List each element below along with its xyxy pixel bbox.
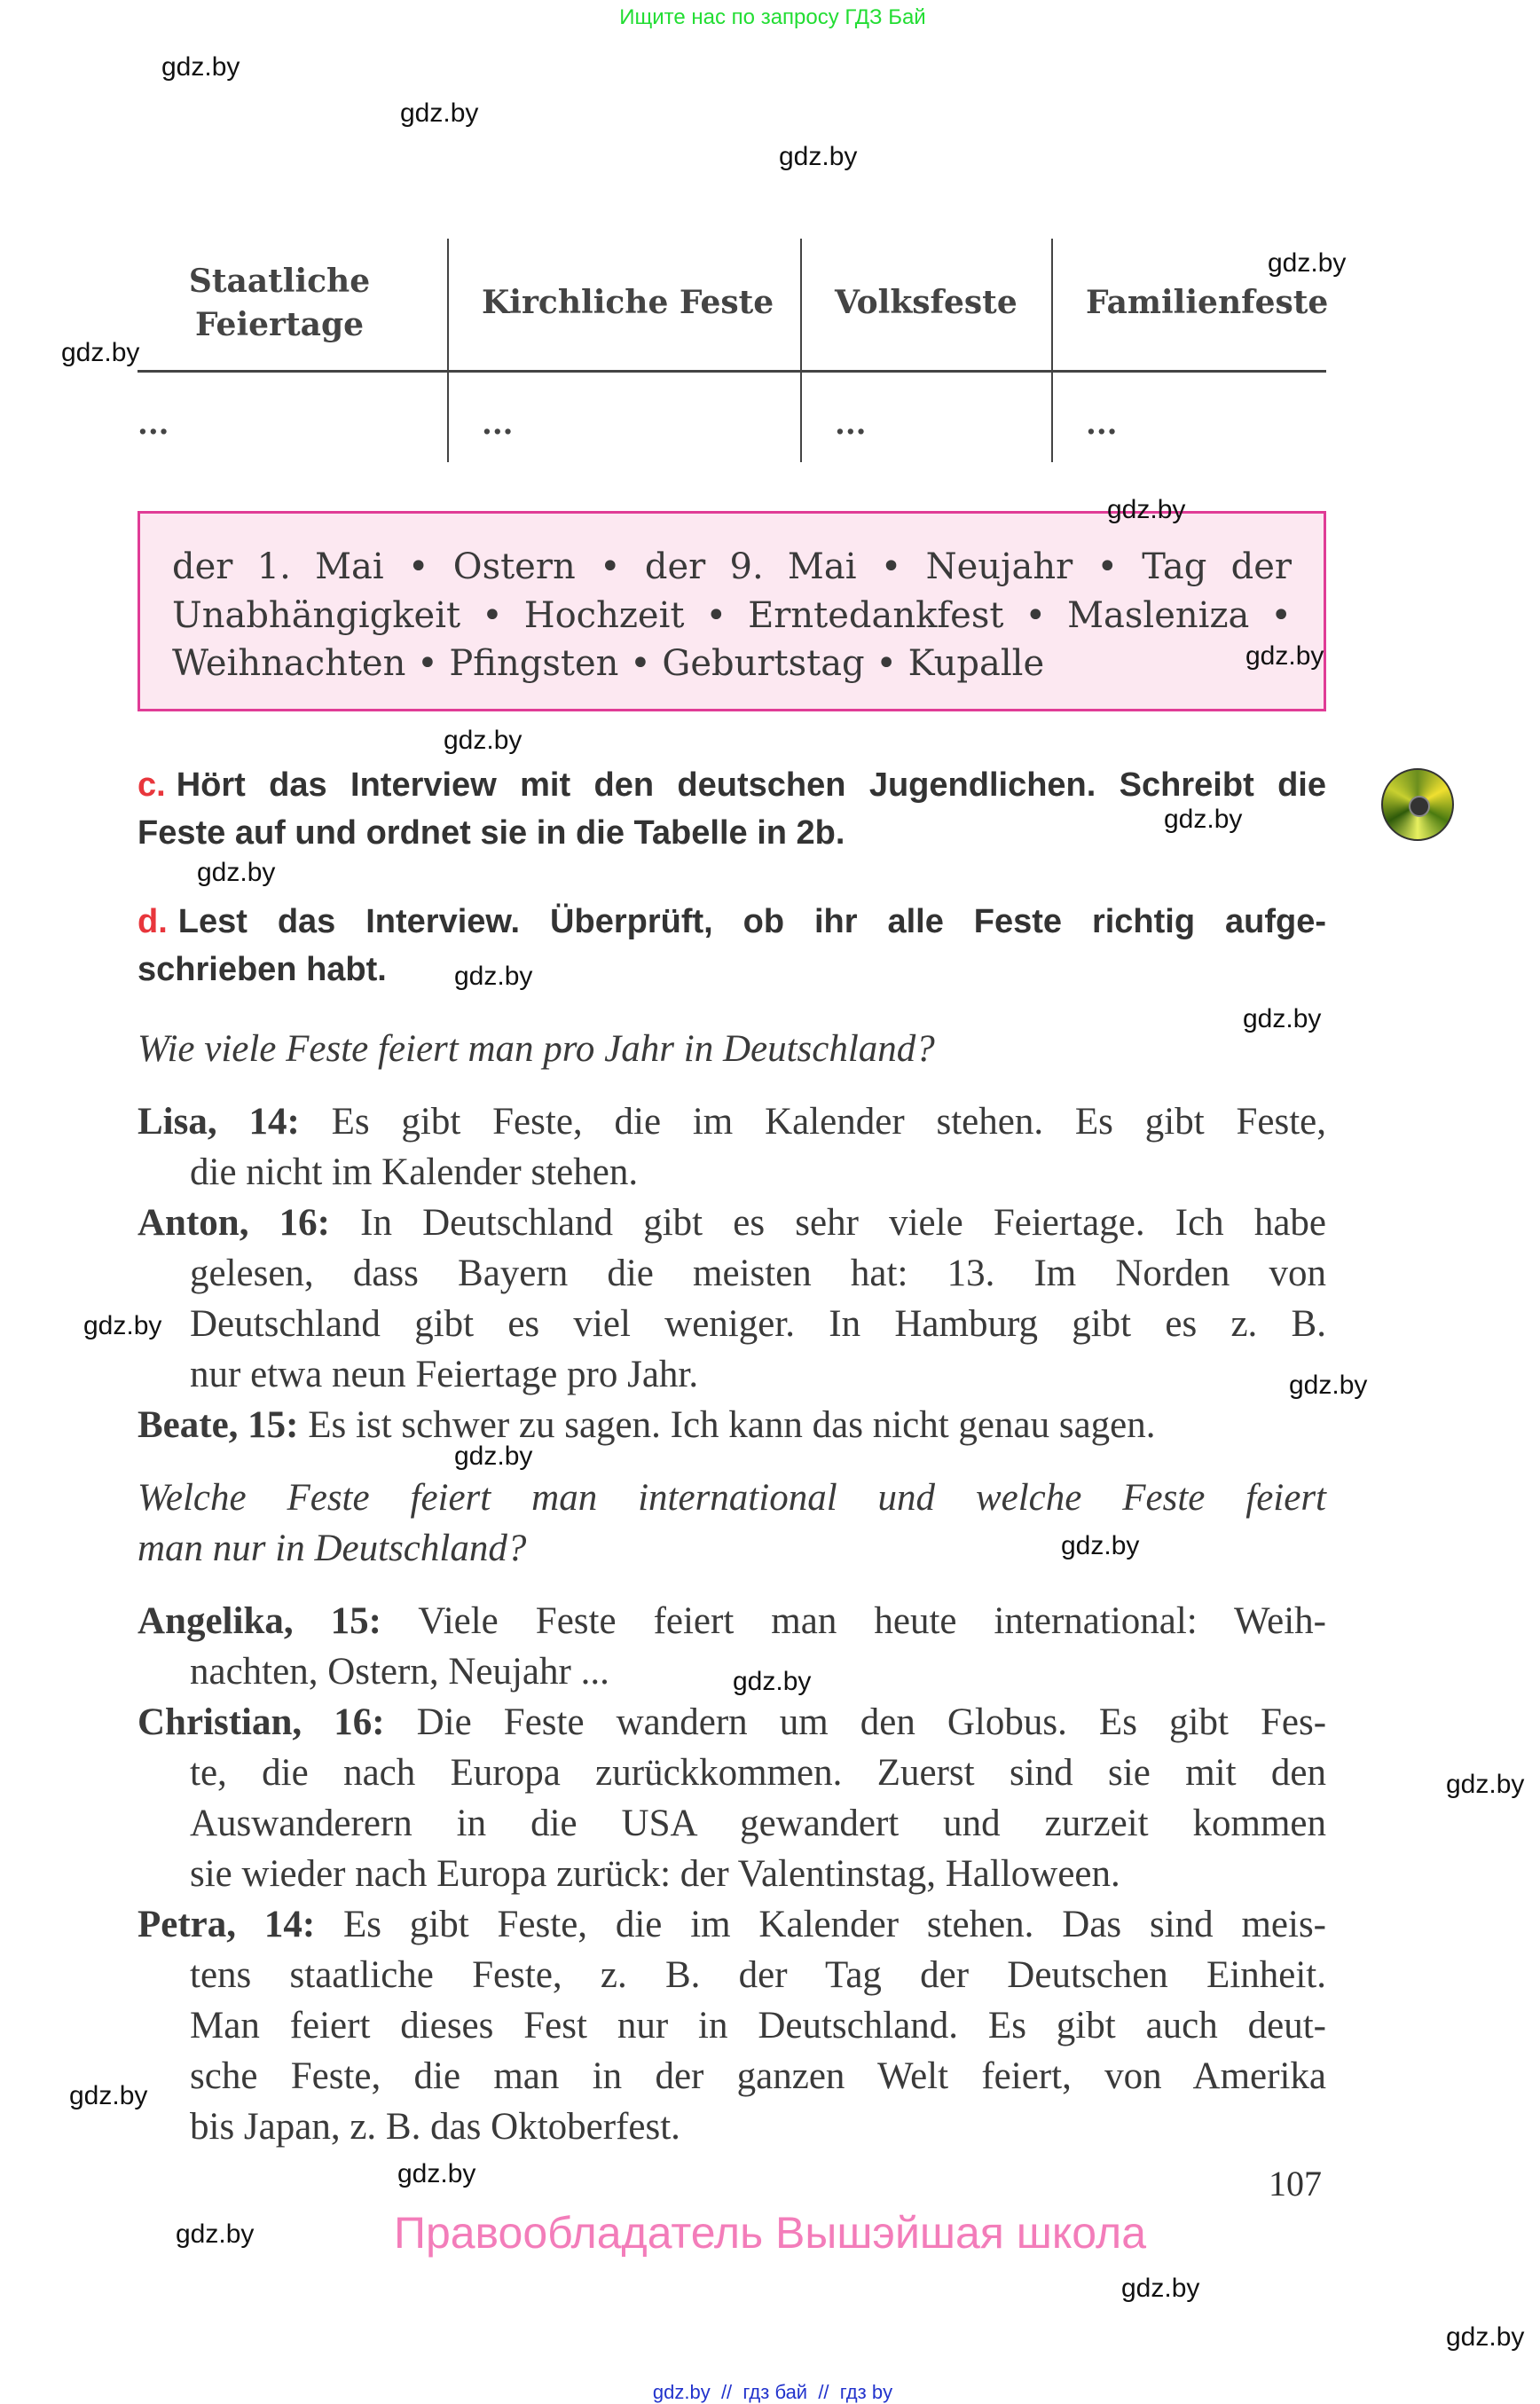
- watermark: gdz.by: [197, 858, 276, 887]
- task-d: [138, 898, 1326, 994]
- text-line: [138, 1198, 1326, 1248]
- text-line: sie wieder nach Europa zurück: der Valentinstag, Halloween.: [190, 1853, 1120, 1895]
- watermark: gdz.by: [1446, 1770, 1525, 1799]
- page-number: 107: [1269, 2164, 1322, 2204]
- column-divider: [1051, 239, 1053, 462]
- interview-answer: [138, 1596, 1326, 1697]
- text-line: bis Japan, z. B. das Oktoberfest.: [190, 2106, 680, 2148]
- answer-text: In Deutschland gibt es sehr viele Feiertage. Ich habe: [329, 1202, 1326, 1244]
- text-line: Auswanderern in die USA gewandert und zurzeit kommen: [190, 1803, 1326, 1844]
- table-cell: ...: [835, 406, 867, 442]
- speaker-name: Lisa, 14:: [138, 1101, 300, 1143]
- answer-text: Es gibt Feste, die im Kalender stehen. Das sind meis-: [315, 1904, 1326, 1945]
- interview-answer: [138, 1899, 1326, 2152]
- text-line: Wie viele Feste feiert man pro Jahr in Deutschland?: [138, 1028, 935, 1070]
- speaker-name: Christian, 16:: [138, 1701, 385, 1743]
- task-text: Hört das Interview mit den deutschen Jugendlichen. Schreibt die: [176, 766, 1326, 804]
- watermark: gdz.by: [397, 2159, 476, 2188]
- watermark: gdz.by: [733, 1667, 812, 1696]
- text-line: tens staatliche Feste, z. B. der Tag der Deutschen Einheit.: [190, 1954, 1326, 1996]
- text-line: [138, 1096, 1326, 1147]
- watermark: gdz.by: [69, 2081, 148, 2110]
- watermark: gdz.by: [1245, 641, 1324, 671]
- text-line: sche Feste, die man in der ganzen Welt feiert, von Amerika: [190, 2055, 1326, 2097]
- watermark: gdz.by: [1121, 2274, 1200, 2303]
- watermark: gdz.by: [779, 142, 858, 171]
- answer-text: Viele Feste feiert man heute international: Weih-: [381, 1600, 1326, 1642]
- speaker-name: Beate, 15:: [138, 1404, 299, 1446]
- watermark: gdz.by: [1268, 248, 1347, 278]
- watermark: gdz.by: [176, 2219, 255, 2249]
- interview-answer: [138, 1697, 1326, 1899]
- interview-question: [138, 1024, 1326, 1074]
- table-header-staatliche: Staatliche: [188, 263, 371, 300]
- watermark: gdz.by: [1107, 495, 1186, 524]
- word-box-line: der 1. Mai • Ostern • der 9. Mai • Neujahr • Tag der: [172, 546, 1292, 587]
- table-cell: ...: [138, 406, 169, 442]
- cd-icon[interactable]: [1381, 768, 1454, 841]
- watermark: gdz.by: [61, 338, 140, 367]
- table-header-familienfeste: Familienfeste: [1086, 284, 1329, 321]
- column-divider: [800, 239, 802, 462]
- footer-links: gdz.by // гдз бай // гдз by: [652, 2381, 893, 2403]
- text-line: die nicht im Kalender stehen.: [190, 1151, 639, 1193]
- table-header-kirchliche: Kirchliche Feste: [482, 284, 774, 321]
- text-line: man nur in Deutschland?: [138, 1528, 527, 1569]
- answer-text: Es gibt Feste, die im Kalender stehen. Es gibt Feste,: [299, 1101, 1326, 1143]
- copyright-owner-note: Правообладатель Вышэйшая школа: [394, 2208, 1146, 2258]
- speaker-name: Petra, 14:: [138, 1904, 316, 1945]
- text-line: Deutschland gibt es viel weniger. In Hamburg gibt es z. B.: [190, 1303, 1326, 1345]
- table-cell: ...: [1086, 406, 1118, 442]
- watermark: gdz.by: [83, 1311, 162, 1340]
- interview-answer: [138, 1096, 1326, 1198]
- top-search-note: Ищите нас по запросу ГДЗ Бай: [619, 5, 926, 29]
- watermark: gdz.by: [454, 1442, 533, 1471]
- text-line: [138, 1899, 1326, 1950]
- task-c: [138, 761, 1326, 857]
- watermark: gdz.by: [161, 52, 240, 82]
- text-line: nachten, Ostern, Neujahr ...: [190, 1651, 609, 1693]
- speaker-name: Angelika, 15:: [138, 1600, 381, 1642]
- word-box-line: Unabhängigkeit • Hochzeit • Erntedankfest • Masleniza •: [172, 595, 1292, 636]
- interview-answer: [138, 1400, 1326, 1450]
- text-line: [138, 1697, 1326, 1748]
- text-line: Man feiert dieses Fest nur in Deutschland. Es gibt auch deut-: [190, 2005, 1326, 2047]
- interview-text: [138, 1024, 1326, 2152]
- text-line: gelesen, dass Bayern die meisten hat: 13. Im Norden von: [190, 1253, 1326, 1294]
- watermark: gdz.by: [1061, 1531, 1140, 1560]
- text-line: [138, 1400, 1326, 1450]
- speaker-name: Anton, 16:: [138, 1202, 330, 1244]
- watermark: gdz.by: [1243, 1004, 1322, 1033]
- watermark: gdz.by: [444, 726, 522, 755]
- header-rule: [138, 370, 1326, 373]
- text-line: [138, 1596, 1326, 1646]
- watermark: gdz.by: [1164, 805, 1243, 834]
- task-letter: c.: [138, 766, 166, 804]
- watermark: gdz.by: [400, 98, 479, 128]
- task-text: Feste auf und ordnet sie in die Tabelle in 2b.: [138, 814, 845, 852]
- word-box: [138, 511, 1326, 711]
- answer-text: Die Feste wandern um den Globus. Es gibt Fes-: [384, 1701, 1327, 1743]
- table-cell: ...: [482, 406, 514, 442]
- task-text: schrieben habt.: [138, 951, 387, 988]
- table-header-volksfeste: Volksfeste: [835, 284, 1018, 321]
- interview-question: [138, 1473, 1326, 1574]
- watermark: gdz.by: [454, 962, 533, 991]
- table-header-feiertage: Feiertage: [194, 306, 365, 343]
- answer-text: Es ist schwer zu sagen. Ich kann das nicht genau sagen.: [298, 1404, 1156, 1446]
- task-letter: d.: [138, 903, 168, 940]
- text-line: te, die nach Europa zurückkommen. Zuerst sind sie mit den: [190, 1752, 1326, 1794]
- watermark: gdz.by: [1446, 2322, 1525, 2352]
- column-divider: [447, 239, 449, 462]
- text-line: nur etwa neun Feiertage pro Jahr.: [190, 1354, 699, 1395]
- interview-answer: [138, 1198, 1326, 1400]
- text-line: Welche Feste feiert man international und welche Feste feiert: [138, 1477, 1326, 1519]
- task-text: Lest das Interview. Überprüft, ob ihr alle Feste richtig aufge-: [177, 903, 1326, 940]
- word-box-line: Weihnachten • Pfingsten • Geburtstag • Kupalle: [172, 643, 1045, 684]
- watermark: gdz.by: [1289, 1371, 1368, 1400]
